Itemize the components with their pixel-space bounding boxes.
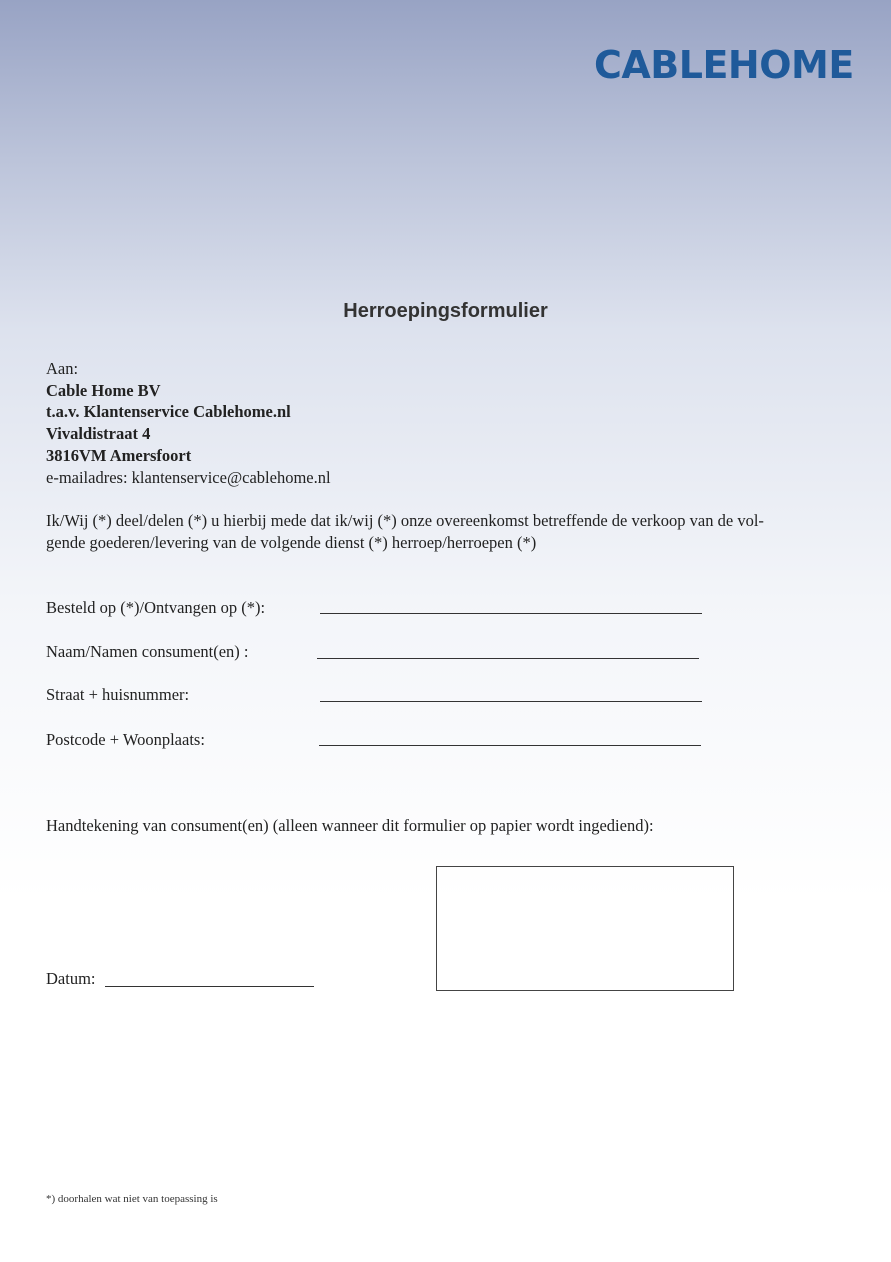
field-line-consumer-names[interactable] xyxy=(317,658,699,659)
attention-line: t.a.v. Klantenservice Cablehome.nl xyxy=(46,402,291,422)
statement-line-2: gende goederen/levering van de volgende dienst (*) herroep/herroepen (*) xyxy=(46,533,537,552)
postal-city-line: 3816VM Amersfoort xyxy=(46,445,192,465)
recipient-address xyxy=(46,358,331,488)
field-label-postcode-city: Postcode + Woonplaats: xyxy=(46,730,205,749)
field-label-street: Straat + huisnummer: xyxy=(46,685,190,704)
signature-label: Handtekening van consument(en) (alleen wanneer dit formulier op papier wordt ingediend): xyxy=(46,816,654,835)
field-label-consumer-names: Naam/Namen consument(en) : xyxy=(46,642,249,661)
street-line: Vivaldistraat 4 xyxy=(46,424,151,444)
field-line-street[interactable] xyxy=(320,701,702,702)
company-name: Cable Home BV xyxy=(46,380,161,400)
date-label: Datum: xyxy=(46,969,96,988)
withdrawal-statement xyxy=(46,510,846,554)
signature-box[interactable] xyxy=(436,866,734,991)
statement-line-1: Ik/Wij (*) deel/delen (*) u hierbij mede dat ik/wij (*) onze overeenkomst betreffende de verkoop van de vol- xyxy=(46,511,764,530)
cablehome-logo: CABLEHOME xyxy=(594,43,854,87)
to-label: Aan: xyxy=(46,359,79,378)
field-label-ordered-received: Besteld op (*)/Ontvangen op (*): xyxy=(46,598,266,617)
footnote: *) doorhalen wat niet van toepassing is xyxy=(46,1193,218,1205)
date-line[interactable] xyxy=(105,986,314,987)
form-title: Herroepingsformulier xyxy=(343,300,548,322)
field-line-postcode-city[interactable] xyxy=(319,745,701,746)
email-line: e-mailadres: klantenservice@cablehome.nl xyxy=(46,467,331,487)
field-line-ordered-received[interactable] xyxy=(320,613,702,614)
